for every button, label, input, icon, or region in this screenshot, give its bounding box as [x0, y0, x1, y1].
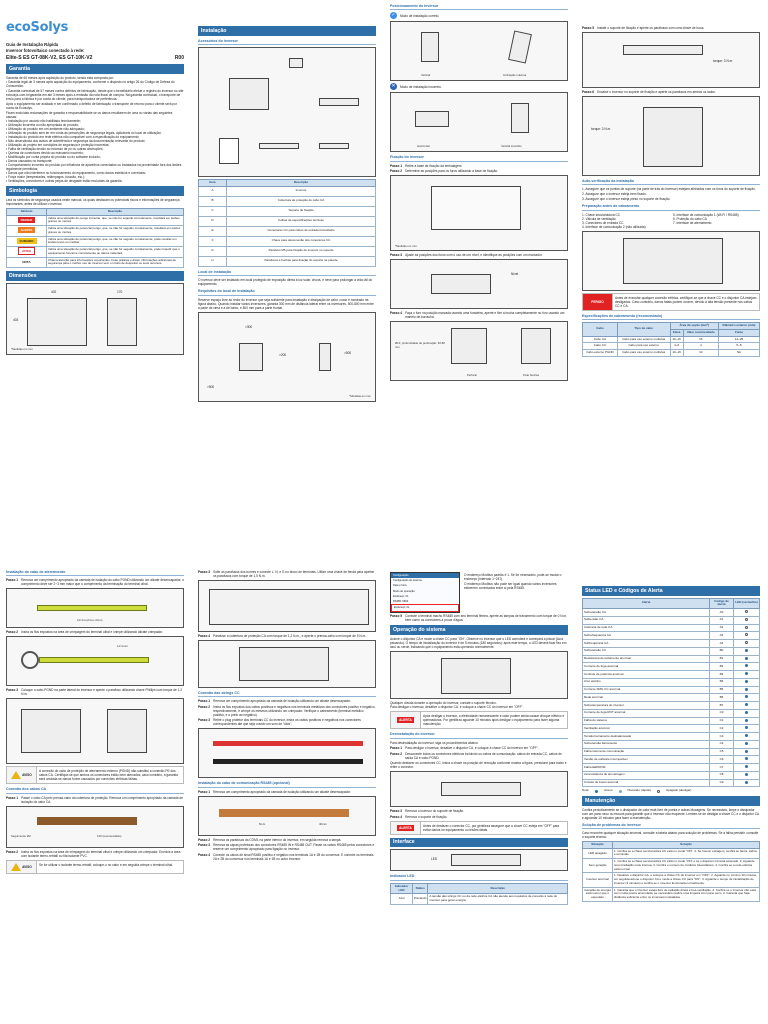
led-table: Indicador LED Status Descrição Azul Piscando A tensão das strings CC ou da rede elétrica CA não atende aos requisitos de conexão à rede do inversor para gerar energia. [390, 883, 568, 905]
table-row: Sobretensão CC B0 [583, 647, 760, 655]
des-title: Desinstalação do inversor [390, 732, 568, 738]
table-row: H Parafusos e buchas para fixação do suporte na parede [199, 256, 376, 266]
strip-cable-drawing: L2=L1+(2mm~3mm) [6, 588, 184, 628]
table-row: Sem geração 1. Confira se a chave seccionadora CC está no modo "ON" e se o disjuntor CA está acionado. 2. Aguarde uma irradiação mais intensa. 3. Confira o número de módulos fotovoltaicos. 4. Confira se a rede elétrica está normal. [583, 859, 760, 873]
troubleshoot-table: Situação Solução LED apagado 1. Confira se a chave seccionadora CC está no modo "ON". 2. Se houver estiagem, confira se faróis, cabos e terminais. Sem geração 1. Confira se a chave seccionadora CC está no modo "ON" e se o disjuntor CA está acionado. 2. Aguarde uma irradiação mais intensa. 3. Confira o número de módulos fotovoltaicos. 4. Confira se a rede elétrica está normal. Inversor anormal 1. Desative o disjuntor CA, e coloque a chave CC do inversor em "OFF". 2. Aguarde no mínimo 10 minutos, em seguida acione o disjuntor CA e mude a chave CC para "ON". 3. Aguarde o tempo de inicialização do inversor (3 minutos) e confira se o inversor funcionará normalmente. Geração de energia está menor que o esperado 1. Garanta que o inversor esteja livre de radiação direta e boa ventilação. 2. Confira se o inversor não está com muita poeira acumulada, se necessário realize uma limpeza com pano seco. 3. Garanta que haja distância suficiente entre os inversores instalados. [582, 841, 760, 902]
list-item: • Força maior (tempestades, relâmpagos, furacão, etc.); [6, 175, 85, 180]
config-screen: Configuração Configuração do sistema Data e hora Modo de operação Endereço: 01 RS485: 9600 Endereço: 01 [390, 572, 460, 613]
connection-panel-drawing [582, 231, 760, 291]
model-names: Elite-S ES GT-08K-V2, ES GT-10K-V2 [6, 54, 93, 61]
local-text: O inversor deve ser instalado em local protegido de exposição direta à luz solar, chuva, e neve para prolongar a vida útil do equipamento. [198, 278, 373, 287]
led-on-icon [745, 781, 748, 784]
column-6: Passo 3 Solte os parafusos dos bornes e conecte L, N, e G no bloco de terminais. Utilize uma chave de fenda para apertar os parafusos com torque de 1,5 N.m. Passo 4 Parafuse a cobertura de proteção CA com torque de 1,2 N.m., e aperte o prensa-cabo com torque de 5 N.m. Conexão das strings CC Passo 1 Remova um comprimento apropriado da camada de isolação utilizando um alicate desencapador. Passo 2 Insira os fios expostos dos cabos positivos e negativos nos terminais metálicos dos conectores positivo e negativo, respectivamente, e crimpe os mesmos utilizando um crimpador. Verifique o cabeamento (terminal metálico positivo, e o preto ao negativo). Passo 3 Retire o plug protetor dos terminais CC do inversor, insira os cabos positivos e negativos nos conectores correspondentes até que seja ouvido um som de "click". Instalação do cabo de comunicação RS485 (opcional) Passo 1 Remova um comprimento apropriado da camada de isolação utilizando um alicate desencapador. 5mm 40mm Passo 2 Remova os parafusos da COM1 na parte inferior do inversor, em seguida remova a tampa. Passo 3 Remova as capas protetoras dos conectores RS485 IN e RS485 OUT. Passe os cabos RS485 pelos conectores e reserve um comprimento apropriado para ligação no inversor. Passo 4 Conecte os cabos de sinal RS485 positivo e negativo nos terminais 1A e 1B do conversor. E conecte os terminais 2A e 2B do conversor nos terminais 1A e 1B no outro inversor. [198, 570, 376, 861]
column-8: Status LED e Códigos de Alerta Alerta Código de alerta LED (vermelho) Sobretensão CA A0 Subtensão CA A1 Ausência de rede CA A2 Sobrefrequência CA A3 Subfrequência CA A4 Sobretensão CC B0 Resistência de isolamento anormal B1 Corrente de fuga anormal B2 Controle de potência anormal B3 Arco elétrico B4 Corrente SMG CC anormal B5 Rede anormal B6 Sobretemperatura do inversor B7 Corrente de fuga ROT anormal C0 Falha do sistema C1 Ventilação anormal C2 Tensão barramento desbalanceada C3 Sobretensão barramento C4 Falha interna de comunicação C5 Versão de software incompatível C6 Falha EEPROM C7 Inconsistência de amostragem C8 Circuito de boost anormal C9 Nota: Aceso Piscando (rápido) Apagado (desligar) Manutenção Confira periodicamente se o dissipador de calor está livre de poeira e outras blocagens. Se necessário, limpe o dissipador com um pano seco ou escova para garantir que o inversor não esquente. Lembre-se de desligar a chave CC e o disjuntor CA e aguardar 10 minutos para fazer a manutenção. Solução de problemas do inversor Caso encontre qualquer situação anormal, consulte a tabela abaixo para solução de problemas. Se a falha persistir, consulte o suporte técnico. Situação Solução LED apagado 1. Confira se a chave seccionadora CC está no modo "ON". 2. Se houver estiagem, confira se faróis, cabos e terminais. Sem geração 1. Confira se a chave seccionadora CC está no modo "ON" e se o disjuntor CA está acionado. 2. Aguarde uma irradiação mais intensa. 3. Confira o número de módulos fotovoltaicos. 4. Confira se a rede elétrica está normal. Inversor anormal 1. Desative o disjuntor CA, e coloque a chave CC do inversor em "OFF". 2. Aguarde no mínimo 10 minutos, em seguida acione o disjuntor CA e mude a chave CC para "ON". 3. Aguarde o tempo de inicialização do inversor (3 minutos) e confira se o inversor funcionará normalmente. Geração de energia está menor que o esperado 1. Garanta que o inversor esteja livre de radiação direta e boa ventilação. 2. Confira se o inversor não está com muita poeira acumulada, se necessário realize uma limpeza com pano seco. 3. Garanta que haja distância suficiente entre os inversores instalados. [580, 566, 762, 904]
table-row: NOTA Chama atenção para informações importantes, boas práticas e dicas: informações adicionais de segurança para o melhor uso do inversor sem o intuito de despeitar os seus recursos. [7, 257, 184, 268]
pgnd-detail [107, 709, 147, 753]
vertical-mount [421, 32, 439, 62]
th-desc: Descrição [47, 208, 184, 215]
led-on-icon [745, 734, 748, 737]
anchor-illustration [521, 328, 551, 364]
inverted-mount [511, 103, 529, 133]
led-on-icon [745, 695, 748, 698]
garantia-text2: • Garantia legal de 3 meses após aquisição do equipamento, conforme o disposto no artigo 26 do Código de Defesa do Consumidor. [6, 80, 175, 89]
table-row: Circuito de boost anormal C9 [583, 779, 760, 787]
danger-badge: PERIGO [18, 217, 36, 223]
level-bracket [431, 274, 491, 294]
garantia-text5: Ficam excluídas reclamações de garantia e responsabilidade se os danos resultarem de uma ou várias das seguintes causas: [6, 110, 173, 119]
list-item: • Instalação do produto em rede elétrica não compatível com a especificação do equipamento; [6, 135, 140, 140]
table-row: Corrente de fuga ROT anormal C0 [583, 709, 760, 717]
wall-bracket [431, 186, 521, 230]
table-row: Geração de energia está menor que o esperado 1. Garanta que o inversor esteja livre de radiação direta e boa ventilação. 2. Confira se o inversor não está com muita poeira acumulada, se necessário realize uma limpeza com pano seco. 3. Garanta que haja distância suficiente entre os inversores instalados. [583, 887, 760, 901]
led-on-icon [745, 688, 748, 691]
warning-icon [11, 771, 21, 779]
led-on-icon [745, 711, 748, 714]
section-manutencao: Manutenção [582, 796, 760, 806]
table-row: F Chave para desconexão dos conectores CC [199, 236, 376, 246]
table-row: Cabo externo PGND Cabo para uso externo multivias 10~16 10 NA [583, 350, 760, 357]
table-row: B Cobertura de proteção do cabo CA [199, 196, 376, 206]
ac-cable-drawing: Seguimento 2M 120 (recomendado) [6, 806, 184, 848]
table-row: Corrente SMG CC anormal B5 [583, 686, 760, 694]
section-status: Status LED e Códigos de Alerta [582, 586, 760, 596]
led-on-icon [745, 773, 748, 776]
inverter-side-pgnd [21, 709, 81, 753]
prep-title: Preparação antes do cabeamento [582, 204, 760, 210]
garantia-items [6, 119, 184, 183]
dim-note: *Medidas em mm [11, 347, 33, 352]
mount-inverter-drawing: torque: 3 N.m [582, 96, 760, 176]
led-on-icon [595, 790, 598, 793]
terminal-block [209, 589, 369, 625]
column-2 [196, 0, 378, 404]
inverter-bottom-view [623, 238, 723, 284]
inverter-operation [441, 658, 511, 694]
garantia-text3: • Garantia contratual de 57 meses contra defeitos de fabricação, desde que o beneficiário efetue o registro do inversor no site ecosolys.com.br/garantia em até 3 meses após a emissão da nota fiscal de compra. Na garantia contratual, o transporte de envio para a fábrica é por conta do cliente, para transportadora de preferência. [6, 89, 184, 102]
bracket-drawing: *Medidas em mm. [390, 175, 568, 251]
clearance-inverter-front [239, 343, 263, 371]
symbol-table [6, 208, 184, 268]
table-row: Tensão barramento desbalanceada C3 [583, 733, 760, 741]
inverter-front-led [451, 854, 521, 866]
list-item: • Danos causados no transporte; [6, 159, 53, 164]
correct-label: Modo de instalação correto. [400, 13, 440, 18]
table-row: Corrente de fuga anormal B2 [583, 663, 760, 671]
table-row: ALERTA Indica uma situação de potencial perigo, que, se não for seguido corretamente, resultará em lesões graves ou mortes. [7, 226, 184, 237]
alerta2-notice: ALERTA Antes de desfazer o conector CC, por gentileza assegure que a chave CC esteja em "OFF" para evitar danos no equipamento ou lesões fatais. [390, 821, 568, 835]
dc-positive-cable [213, 741, 363, 746]
table-row: A Inversor [199, 186, 376, 196]
model-line [6, 55, 184, 61]
list-item: • Queima de conectores devido ao manuseio incorreto; [6, 151, 84, 156]
inverter-front-view [27, 298, 87, 346]
column-5: Instalação do cabo de aterramento Passo 1 Remova um comprimento apropriado da camada de isolação do cabo PGND utilizando um alicate desencapador, o comprimento deve ser 2~3 mm maior que o comprimento da terminação do terminal olhal. L2=L1+(2mm~3mm) Passo 2 Insira os fios expostos na área de crimpagem do terminal olhal e crimpe utilizando alicate crimpador. L1=Lmm Passo 3 Coloque o cabo PGND na parte lateral do inversor e aperte o parafuso utilizando chave Phillips com torque de 1,2 N.m. AVISO A conexão do cabo de proteção de aterramento externo (PGND) não substitui a conexão PE dos cabos CA. Certifique-se que ambos os conectores estão bem aterrados; caso contrário, a garantia será anulada se danos forem causados por conexões elétricas falhas. Conexão dos cabos CA Passo 1 Passe o cabo CA pelo prensa-cabo da cobertura de proteção. Remova um comprimento apropriado da camada de isolação do cabo CA. Seguimento 2M 120 (recomendado) Passo 2 Insira os fios expostos na área de crimpagem do terminal olhal e crimpe utilizando um crimpador. Envolva a área com isolante termo-retrátil ou fita isolante PVC. AVISO Se for utilizar o isolante termo-retrátil, coloque-o no cabo e em seguida crimpe o terminal olhal. [4, 566, 186, 876]
led-off-icon [745, 626, 748, 629]
list-item: • Modificação por conta própria do produto ou do software incluído; [6, 155, 101, 160]
table-row: E Conectores CC para cabos de entrada fotovoltaico [199, 226, 376, 236]
led-ind-title: Indicador LED [390, 874, 568, 880]
section-garantia: Garantia [6, 64, 184, 74]
alert-code-table: Alerta Código de alerta LED (vermelho) Sobretensão CA A0 Subtensão CA A1 Ausência de rede CA A2 Sobrefrequência CA A3 Subfrequência CA A4 Sobretensão CC B0 Resistência de isolamento anormal B1 Corrente de fuga anormal B2 Controle de potência anormal B3 Arco elétrico B4 Corrente SMG CC anormal B5 Rede anormal B6 Sobretemperatura do inversor B7 Corrente de fuga ROT anormal C0 Falha do sistema C1 Ventilação anormal C2 Tensão barramento desbalanceada C3 Sobretensão barramento C4 Falha interna de comunicação C5 Versão de software incompatível C6 Falha EEPROM C7 Inconsistência de amostragem C8 Circuito de boost anormal C9 [582, 598, 760, 788]
dim-height: 403 [13, 317, 19, 322]
dc-connector-removal [441, 782, 521, 796]
accessories-drawing [198, 47, 376, 177]
horizontal-mount [415, 111, 449, 127]
dim-depth: 170 [117, 289, 123, 294]
led-off-icon [745, 610, 748, 613]
ac-cover-drawing [198, 640, 376, 688]
table-row: Sobrefrequência CA A3 [583, 632, 760, 640]
ground-cable [37, 605, 147, 611]
led-on-icon [745, 680, 748, 683]
rs485-title: Instalação do cabo de comunicação RS485 (opcional) [198, 781, 376, 787]
led-off-icon [745, 633, 748, 636]
garantia-text1: Garantia de 60 meses após aquisição do produto, sendo esta composta por: [6, 75, 115, 80]
caution-badge: CUIDADO [17, 238, 37, 244]
led-on-icon [745, 719, 748, 722]
led-off-icon [657, 790, 660, 793]
column-1 [4, 0, 186, 357]
table-row: Ausência de rede CA A2 [583, 624, 760, 632]
doc-subtitle: Inversor fotovoltaico conectado à rede: [6, 47, 85, 53]
led-on-icon [745, 664, 748, 667]
table-row: D Folhas de especificações técnicas [199, 216, 376, 226]
table-row: Arco elétrico B4 [583, 678, 760, 686]
section-simbologia: Simbologia [6, 186, 184, 196]
inclined-mount [508, 31, 532, 64]
drill-illustration [451, 328, 487, 364]
dc-removal-drawing [390, 771, 568, 807]
list-item: • Ventilações, conectores e outras peças de desgaste estão excluídas da garantia. [6, 179, 123, 184]
dc-negative-cable [213, 759, 363, 764]
ground-cable-crimped [39, 657, 149, 663]
rs485-cable-drawing: 5mm 40mm [198, 796, 376, 836]
ring-terminal-drawing: L1=Lmm [6, 636, 184, 686]
table-row: Sobretensão barramento C4 [583, 740, 760, 748]
prob-title: Solução de problemas do inversor [582, 823, 760, 829]
table-row: AVISO Indica uma situação de potencial perigo, que, se não for seguido corretamente, pode impedir que o equipamento funcione corretamente ou danos materiais. [7, 247, 184, 258]
led-on-icon [745, 750, 748, 753]
bracket-illustration [319, 98, 359, 106]
level-drawing: Nível [390, 259, 568, 309]
led-off-icon [745, 641, 748, 644]
led-off-icon [745, 618, 748, 621]
list-item: • Utilização do projeto em condições de segurança e proteção incorretas; [6, 143, 110, 148]
acessorios-title: Acessórios do inversor [198, 39, 376, 45]
list-item: • Falha de ventilação devido ao excesso de pó ou outras obstruções; [6, 147, 104, 152]
correct-mount-drawing: Vertical Inclinação máxima [390, 21, 568, 81]
aviso-notice: AVISO A conexão do cabo de proteção de aterramento externo (PGND) não substitui a conexão PE dos cabos CA. Certifique-se que ambos os conectores estão bem aterrados; caso contrário, a garantia será anulada se danos forem causados por conexões elétricas falhas. [6, 766, 184, 784]
drill-drawing: Ø10, profundidade de perfuração: 60-80 mm Perfurar Fixar buchas [390, 321, 568, 381]
led-on-icon [745, 765, 748, 768]
table-row: CUIDADO Indica uma situação de potencial perigo, que, se não for seguido corretamente, pode resultar em lesões leves ou médias. [7, 236, 184, 247]
table-row: LED apagado 1. Confira se a chave seccionadora CC está no modo "ON". 2. Se houver estiagem, confira se faróis, cabos e terminais. [583, 848, 760, 859]
table-row: C Suporte de fixação [199, 206, 376, 216]
req-title: Requisitos do local de instalação [198, 289, 376, 295]
inverter-illustration [229, 78, 269, 110]
dc-connector-drawing [198, 728, 376, 778]
operation-drawing [390, 651, 568, 699]
led-legend: Nota: Aceso Piscando (rápido) Apagado (desligar) [582, 788, 692, 793]
clearance-inverter-side [319, 343, 331, 371]
incorrect-mount-drawing: Horizontal Vertical invertido [390, 92, 568, 152]
table-row: Subfrequência CA A4 [583, 640, 760, 648]
ca-title: Conexão dos cabos CA [6, 787, 184, 793]
table-row: Resistência de isolamento anormal B1 [583, 655, 760, 663]
cc-title: Conexão das strings CC [198, 691, 376, 697]
list-item: • Utilização do produto sem ter em conta as prescrições de segurança legais, aplicáveis no local de utilização; [6, 131, 162, 136]
table-row: G Parafuso M5 para fixação do inversor no suporte [199, 246, 376, 256]
cable-spec-table: Cabo Tipo de cabo Área da seção (mm²) Diâmetro externo (mm) Faixa Valor recomendado Faixa Cabo CA Cabo para uso externo multivias 10~16 16 14~25 Cabo CC Cabo para uso externo 4~6 4 5~8 Cabo externo PGND Cabo para uso externo multivias 10~16 10 NA [582, 322, 760, 357]
bracket-install-drawing: torque: 3 N.m [582, 32, 760, 88]
section-interface: Interface [390, 838, 568, 848]
list-item: • Instalação por usuário não habilitado tecnicamente; [6, 119, 81, 124]
note-badge: NOTA [22, 259, 31, 264]
led-on-icon [745, 672, 748, 675]
posicionamento-title: Posicionamento do Inversor [390, 4, 568, 10]
check-icon: ✓ [391, 12, 396, 19]
screw-illustration [319, 143, 349, 149]
table-row: PERIGO Indica uma situação de perigo iminente, que, se não for seguido corretamente, resultará em lesões graves ou mortes. [7, 215, 184, 226]
table-row: Sobretemperatura do inversor B7 [583, 702, 760, 710]
pgnd-mount-drawing [6, 698, 184, 764]
accessory-table: Item Descrição A Inversor B Cobertura de proteção do cabo CA C Suporte de fixação D Folhas de especificações técnicas E Conectores CC para cabos de entrada fotovoltaico F Chave para desconexão dos conectores CC G Parafuso M5 para fixação do inversor no suporte H Parafusos e buchas para fixação do suporte na parede [198, 179, 376, 267]
garantia-text4: Após o equipamento ser avaliado e ser confirmado o defeito de fabricação o transporte de retorno para o cliente será por conta da Ecosolys. [6, 101, 177, 110]
clearance-drawing: >300 >200 >500 >500 *Medidas em mm [198, 312, 376, 402]
ac-cable [37, 817, 137, 825]
led-on-icon [745, 649, 748, 652]
ring-terminal [21, 651, 39, 669]
aviso-heatshrink: AVISO Se for utilizar o isolante termo-retrátil, coloque-o no cabo e em seguida crimpe o terminal olhal. [6, 860, 184, 874]
doc-title: Guia de Instalação Rápida [6, 42, 59, 48]
interface-drawing: LED [390, 849, 568, 871]
page-back [0, 566, 768, 1024]
inverter-on-bracket [643, 107, 703, 167]
table-row: Subtensão CA A1 [583, 616, 760, 624]
ac-cover-illustration [289, 58, 303, 68]
table-row: Inversor anormal 1. Desative o disjuntor CA, e coloque a chave CC do inversor em "OFF". 2. Aguarde no mínimo 10 minutos, em seguida acione o disjuntor CA e mude a chave CC para "ON". 3. Aguarde o tempo de inicialização do inversor (3 minutos) e confira se o inversor funcionará normalmente. [583, 873, 760, 887]
dimension-drawing [6, 283, 184, 355]
alerta-notice: ALERTA Após desligar o inversor, a eletricidade remanescente e calor podem ainda causar choque elétrico e queimaduras. Por gentileza aguarde 10 minutos após desligar o equipamento para fazer alguma manutenção. [390, 711, 568, 729]
warning-icon [11, 863, 21, 871]
table-row: Inconsistência de amostragem C8 [583, 771, 760, 779]
table-row: Falha do sistema C1 [583, 717, 760, 725]
table-row: Rede anormal B6 [583, 694, 760, 702]
datasheet-illustration [219, 138, 239, 164]
inverter-side-view [107, 298, 137, 346]
list-item: • Utilização do produto em um ambiente não adequado; [6, 127, 85, 132]
table-row: Sobretensão CA A0 [583, 609, 760, 617]
cross-icon: ✕ [391, 83, 396, 90]
ground-title: Instalação do cabo de aterramento [6, 570, 184, 576]
req-text: Reserve espaço livre ao redor do inversor que seja suficiente para instalação e dissipação de calor, como é mostrado na figura abaixo. Quando instalar vários inversores, garanta 300 mm de distância lateral entre os inversores, 500-800 mm entre a parte de cima e a de baixo, e 800 mm para a parte frontal. [198, 297, 374, 310]
verif-title: Auto-verificação da instalação [582, 179, 760, 185]
table-row: Cabo CA Cabo para uso externo multivias 10~16 16 14~25 [583, 336, 760, 343]
terminal-block-drawing [198, 580, 376, 632]
local-title: Local de instalação [198, 270, 376, 276]
list-item: • Utilização incorreta ou não apropriada do produto; [6, 123, 79, 128]
led-on-icon [745, 757, 748, 760]
rs485-cable [219, 809, 349, 817]
list-item: • Danos que não interferem no funcionamento do equipamento, como danos estéticos e correlatos; [6, 171, 146, 176]
fix-title: Fixação do Inversor [390, 155, 568, 161]
danger-notice: PERIGO Antes de executar qualquer conexão elétrica, certifique-se que a chave CC e o disjuntor CA estejam desligados. Caso contrário, danos fatais podem ocorrer, devido à alta tensão presente nos cabos CC e CA. [582, 293, 760, 311]
spec-title: Especificações de cabeamento (recomendado) [582, 314, 760, 320]
simbologia-intro: Leia os símbolos de segurança usados neste manual, os quais destacam os potenciais riscos e informações de segurança importantes, antes de utilizar o inversor. [6, 197, 180, 206]
section-dimensoes: Dimensões [6, 271, 184, 281]
notice-badge: AVISO [18, 247, 35, 255]
list-item: • Não observância dos avisos de advertência e segurança da documentação relevante do produto; [6, 139, 146, 144]
column-7: Configuração Configuração do sistema Data e hora Modo de operação Endereço: 01 RS485: 9600 Endereço: 01 O endereço Modbus padrão é 1. Se for necessário, pode-se mudar o endereço (intervalo 1~247). O endereço Modbus não pode ser igual quando vários inversores estiverem conectados entre si pela RS485. Passo 5 Conecte o terminal macho RS485 com seu terminal fêmea, aperte as tampas de travamento com torque de 0 N.m, bem como os conectores à prova d'água. Operação do sistema Acione o disjuntor CA e mude a chave CC para "ON". Observe no inversor que o LED acenderá e começará a piscar (Azul piscando). O tempo de inicialização do inversor é de 5 minutos (180 segundos); após este tempo, o LED deverá ficar fixo em azul ou verde, indicando que o equipamento está operando normalmente. Qualquer dúvida durante a operação do inversor, contate o suporte técnico. Para desligar o inversor, desative o disjuntor CA, e coloque a chave CC do inversor em "OFF". ALERTA Após desligar o inversor, a eletricidade remanescente e calor podem ainda causar choque elétrico e queimaduras. Por gentileza aguarde 10 minutos após desligar o equipamento para fazer alguma manutenção. Desinstalação do inversor Para desinstalação do inversor, siga os procedimentos abaixo: Passo 1 Para desligar o inversor, desative o disjuntor CA, e coloque a chave CC do inversor em "OFF". Passo 2 Desconecte todos os conectores elétricos incluindo os cabos de comunicação, cabos de entrada CC, cabos de saída CA e cabo PGND. Quando desfazer os conectores CC, insira a chave na posição de remoção conforme mostra a figura, pressione para baixo e retire o conector. Passo 3 Remova o inversor do suporte de fixação. Passo 4 Remova o suporte de fixação. ALERTA Antes de desfazer o conector CC, por gentileza assegure que a chave CC esteja em "OFF" para evitar danos no equipamento ou lesões fatais. Interface LED Indicador LED Indicador LED Status Descrição Azul Piscando A tensão das strings CC ou da rede elétrica CA não atende aos requisitos de conexão à rede do inversor para gerar energia. [388, 566, 570, 907]
alert-badge: ALERTA [18, 227, 36, 233]
led-blink-icon [619, 790, 622, 793]
table-row: Versão de software incompatível C6 [583, 756, 760, 764]
th-symbol: Símbolo [7, 208, 47, 215]
revision: R00 [174, 54, 184, 61]
column-4: Passo 5 Instale o suporte de fixação e aperte os parafusos com uma chave de boca. torque: 3 N.m Passo 6 Encaixe o inversor no suporte de fixação e aperte os parafusos em ambos os lados. torque: 3 N.m Auto-verificação da instalação 1. Assegure que os pontos de suporte (na parte de trás do inversor) estejam alinhados com os furos do suporte de fixação. 2. Assegure que o inversor esteja bem fixado. 3. Assegure que o inversor esteja preso no suporte de fixação. Preparação antes do cabeamento 1. Chave seccionadora CC 2. Válvula de ventilação 3. Conectores de entrada CC 4. Interface de comunicação 2 (não utilizada) 5. Interface de comunicação 1 (Wi-Fi / RS485) 6. Proteção do cabo CA 7. Interface de aterramento PERIGO Antes de executar qualquer conexão elétrica, certifique-se que a chave CC e o disjuntor CA estejam desligados. Caso contrário, danos fatais podem ocorrer, devido à alta tensão presente nos cabos CC e CA. Especificações de cabeamento (recomendado) Cabo Tipo de cabo Área da seção (mm²) Diâmetro externo (mm) Faixa Valor recomendado Faixa Cabo CA Cabo para uso externo multivias 10~16 16 14~25 Cabo CC Cabo para uso externo 4~6 4 5~8 Cabo externo PGND Cabo para uso externo multivias 10~16 10 NA [580, 0, 762, 359]
brand-logo: ecoSolys [6, 20, 69, 35]
led-on-icon [745, 703, 748, 706]
led-on-icon [745, 742, 748, 745]
table-row: Ventilação anormal C2 [583, 725, 760, 733]
led-on-icon [745, 657, 748, 660]
section-instalacao: Instalação [198, 26, 376, 36]
led-on-icon [745, 726, 748, 729]
bracket-top [623, 45, 703, 55]
table-row: Azul Piscando A tensão das strings CC ou da rede elétrica CA não atende aos requisitos de conexão à rede do inversor para gerar energia. [391, 894, 568, 905]
table-row: Cabo CC Cabo para uso externo 4~6 4 5~8 [583, 343, 760, 350]
table-row: Falha EEPROM C7 [583, 764, 760, 772]
incorrect-label: Modo de instalação incorreto. [400, 84, 442, 89]
dc-connector-illustration [259, 143, 299, 149]
dim-width: 402 [51, 289, 57, 294]
list-item: • Comportamento incorreto do produto por influência de aparelhos conectados ou instalados na proximidade fora dos limites legalmente permitidos; [6, 163, 182, 172]
column-3: Posicionamento do Inversor ✓ Modo de instalação correto. Vertical Inclinação máxima ✕ Modo de instalação incorreto. Horizontal Vertical invertido Fixação do Inversor Passo 1 Retire a base de fixação da embalagem. Passo 2 Determine as posições para os furos utilizando a base de fixação. *Medidas em mm. Passo 3 Ajuste as posições dos furos com o uso de um nível, e identifique as posições com um marcador. Nível Passo 4 Faça o furo na posição marcada usando uma furadeira, aperte e fixe a bucha completamente no furo usando um martelo de borracha. Ø10, profundidade de perfuração: 60-80 mm Perfurar Fixar buchas [388, 0, 570, 383]
section-operacao: Operação do sistema [390, 625, 568, 635]
table-row: Falha interna de comunicação C5 [583, 748, 760, 756]
table-row: Controle de potência anormal B3 [583, 671, 760, 679]
ac-cover-mounted [239, 647, 329, 681]
